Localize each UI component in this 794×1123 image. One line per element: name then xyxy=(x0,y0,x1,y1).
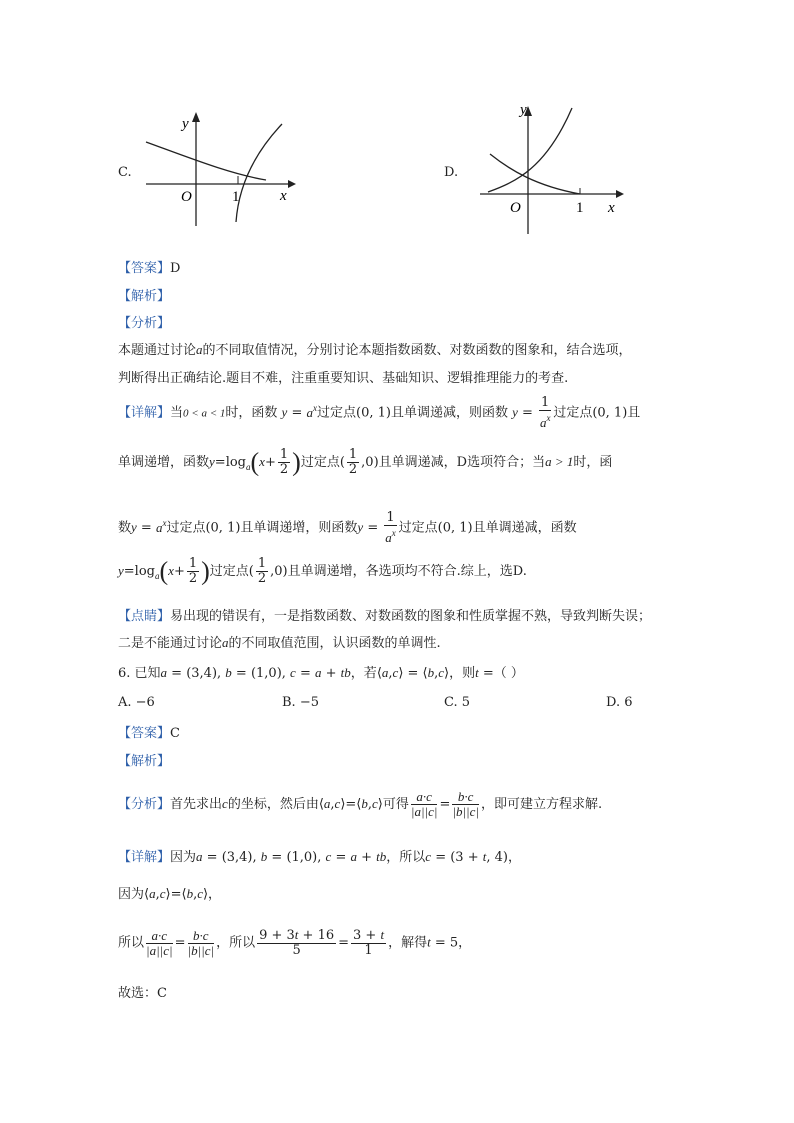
q6-detail-line3: 所以 $\frac{a\cdot c}{|a||c|}$ = $\frac{b\cdot c}{|b||c|}$ ，所以 $\frac{9 + 3t + 16}{5}$ = $\frac{3 + t}{1}$ ，解得t = 5， xyxy=(118,927,472,958)
q6-detail-line1: 【详解】因为a = (3,4), b = (1,0), c = a + tb，所以c = (3 + t, 4)， xyxy=(118,849,521,865)
q5-answer xyxy=(118,257,180,276)
q5-fenxi-line2: 判断得出正确结论.题目不难，注重重要知识、基础知识、逻辑推理能力的考查. xyxy=(118,371,569,386)
q5-detail-line4: $y=\log_a(x+$ $\frac{1}{2}$ )过定点( $\frac{1}{2}$ ,0)且单调递增，各选项均不符合.综上，选D. xyxy=(118,556,527,586)
q6-option-c: C. 5 xyxy=(444,695,471,710)
exp-decay-curve xyxy=(490,154,580,194)
x-label: x xyxy=(608,200,615,216)
q6-option-d: D. 6 xyxy=(606,695,633,710)
x-axis-arrow xyxy=(616,190,624,198)
q5-fenxi-line1: 本题通过讨论a的不同取值情况，分别讨论本题指数函数、对数函数的图象和，结合选项， xyxy=(118,342,632,358)
graph-c xyxy=(140,108,300,228)
q6-option-a: A. −6 xyxy=(118,695,155,710)
y-label: y xyxy=(520,102,527,118)
one-label: 1 xyxy=(576,200,584,216)
q5-detail-line3: 数$y = a^x$过定点(0, 1)且单调递增，则函数y = $\frac{1}{a^x}$ 过定点(0, 1)且单调递减，函数 xyxy=(118,510,577,545)
q6-jiexi-tag: 【解析】 xyxy=(118,754,171,769)
q6-fenxi: 【分析】首先求出c的坐标，然后由⟨a,c⟩=⟨b,c⟩可得 $\frac{a\cdot c}{|a||c|}$ = $\frac{b\cdot c}{|b||c|}$ ，即可建立方程求解. xyxy=(118,789,603,819)
one-label: 1 xyxy=(232,189,240,205)
graph-d xyxy=(476,98,636,238)
q6-option-b: B. −5 xyxy=(282,695,319,710)
q5-jiexi-tag: 【解析】 xyxy=(118,289,171,304)
x-axis-arrow xyxy=(288,180,296,188)
y-label: y xyxy=(182,116,189,132)
q5-detail-line1: 【详解】当0 < a < 1时，函数 $y = a^x$过定点(0, 1)且单调递减，则函数 y = $\frac{1}{a^x}$ 过定点(0, 1)且 xyxy=(118,395,641,430)
answer-tag: 【答案】 xyxy=(118,261,171,276)
origin-label: O xyxy=(510,200,521,216)
option-c-label: C. xyxy=(118,165,132,180)
q6-final: 故选：C xyxy=(118,986,167,1001)
answer-value: D xyxy=(170,261,181,276)
q5-detail-line2: 单调递增，函数$y=\log_a(x+$ $\frac{1}{2}$ )过定点( $\frac{1}{2}$ ,0)且单调递减，D选项符合；当a > 1时，函 xyxy=(118,447,613,477)
y-axis-arrow xyxy=(192,112,200,122)
origin-label: O xyxy=(181,189,192,205)
q5-fenxi-tag: 【分析】 xyxy=(118,316,171,331)
q6-stem: 6. 已知a = (3,4), b = (1,0), c = a + tb，若⟨a,c⟩ = ⟨b,c⟩，则t =（ ） xyxy=(118,665,524,681)
log-curve xyxy=(236,124,282,222)
q6-answer: 【答案】C xyxy=(118,726,180,741)
x-label: x xyxy=(280,188,287,204)
q5-dianjing-line2: 二是不能通过讨论a的不同取值范围，认识函数的单调性. xyxy=(118,635,441,651)
q6-detail-line2: 因为⟨a,c⟩=⟨b,c⟩， xyxy=(118,886,222,902)
option-d-label: D. xyxy=(444,165,459,180)
q5-dianjing-line1: 【点睛】易出现的错误有，一是指数函数、对数函数的图象和性质掌握不熟，导致判断失误； xyxy=(118,609,652,624)
